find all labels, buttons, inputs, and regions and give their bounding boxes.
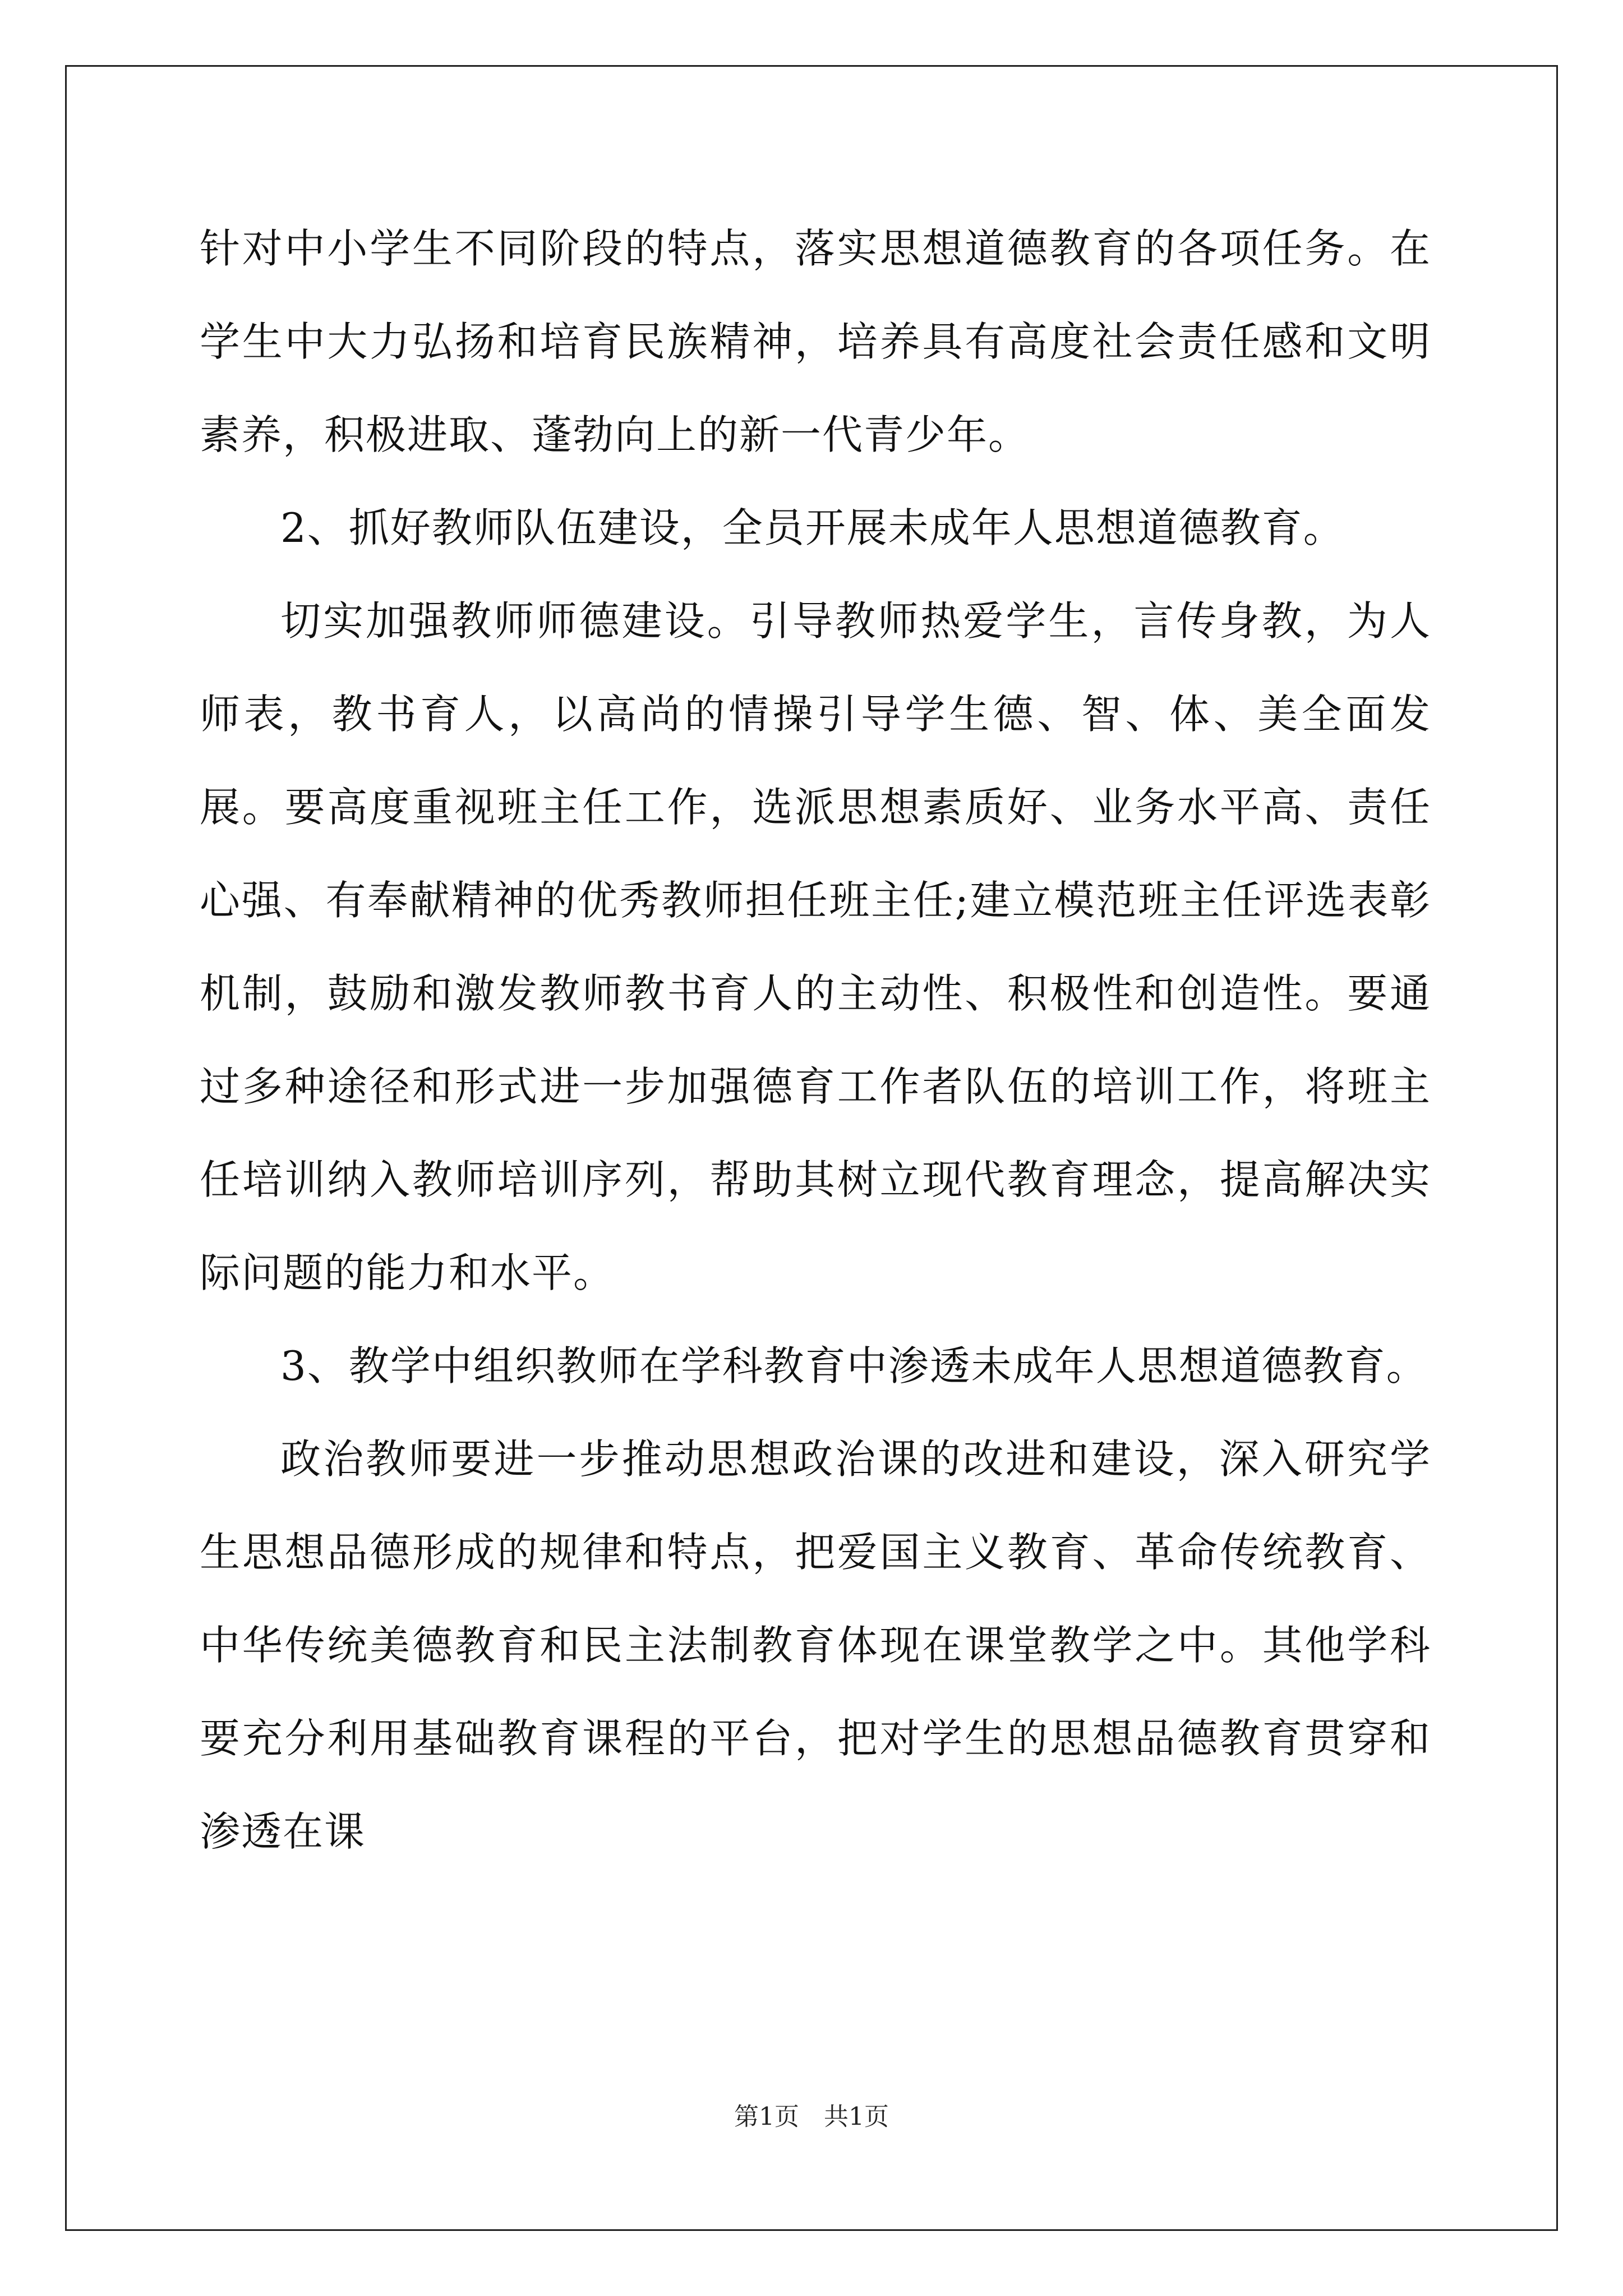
heading-item-2: 2、抓好教师队伍建设，全员开展未成年人思想道德教育。	[280, 504, 1345, 551]
document-body	[200, 202, 1431, 1878]
paragraph-subject-teaching: 政治教师要进一步推动思想政治课的改进和建设，深入研究学生思想品德形成的规律和特点，把爱国主义教育、革命传统教育、中华传统美德教育和民主法制教育体现在课堂教学之中。其他学科要充分利用基础教育课程的平台，把对学生的思想品德教育贯穿和渗透在课	[200, 1435, 1431, 1855]
paragraph-teacher-ethics: 切实加强教师师德建设。引导教师热爱学生，言传身教，为人师表，教书育人，以高尚的情操引导学生德、智、体、美全面发展。要高度重视班主任工作，选派思想素质好、业务水平高、责任心强、有奉献精神的优秀教师担任班主任;建立模范班主任评选表彰机制，鼓励和激发教师教书育人的主动性、积极性和创造性。要通过多种途径和形式进一步加强德育工作者队伍的培训工作，将班主任培训纳入教师培训序列，帮助其树立现代教育理念，提高解决实际问题的能力和水平。	[200, 597, 1431, 1296]
page-footer: 第1页 共1页	[734, 2102, 889, 2131]
heading-item-3: 3、教学中组织教师在学科教育中渗透未成年人思想道德教育。	[280, 1342, 1428, 1389]
paragraph-intro: 针对中小学生不同阶段的特点，落实思想道德教育的各项任务。在学生中大力弘扬和培育民族精神，培养具有高度社会责任感和文明素养，积极进取、蓬勃向上的新一代青少年。	[200, 225, 1431, 458]
